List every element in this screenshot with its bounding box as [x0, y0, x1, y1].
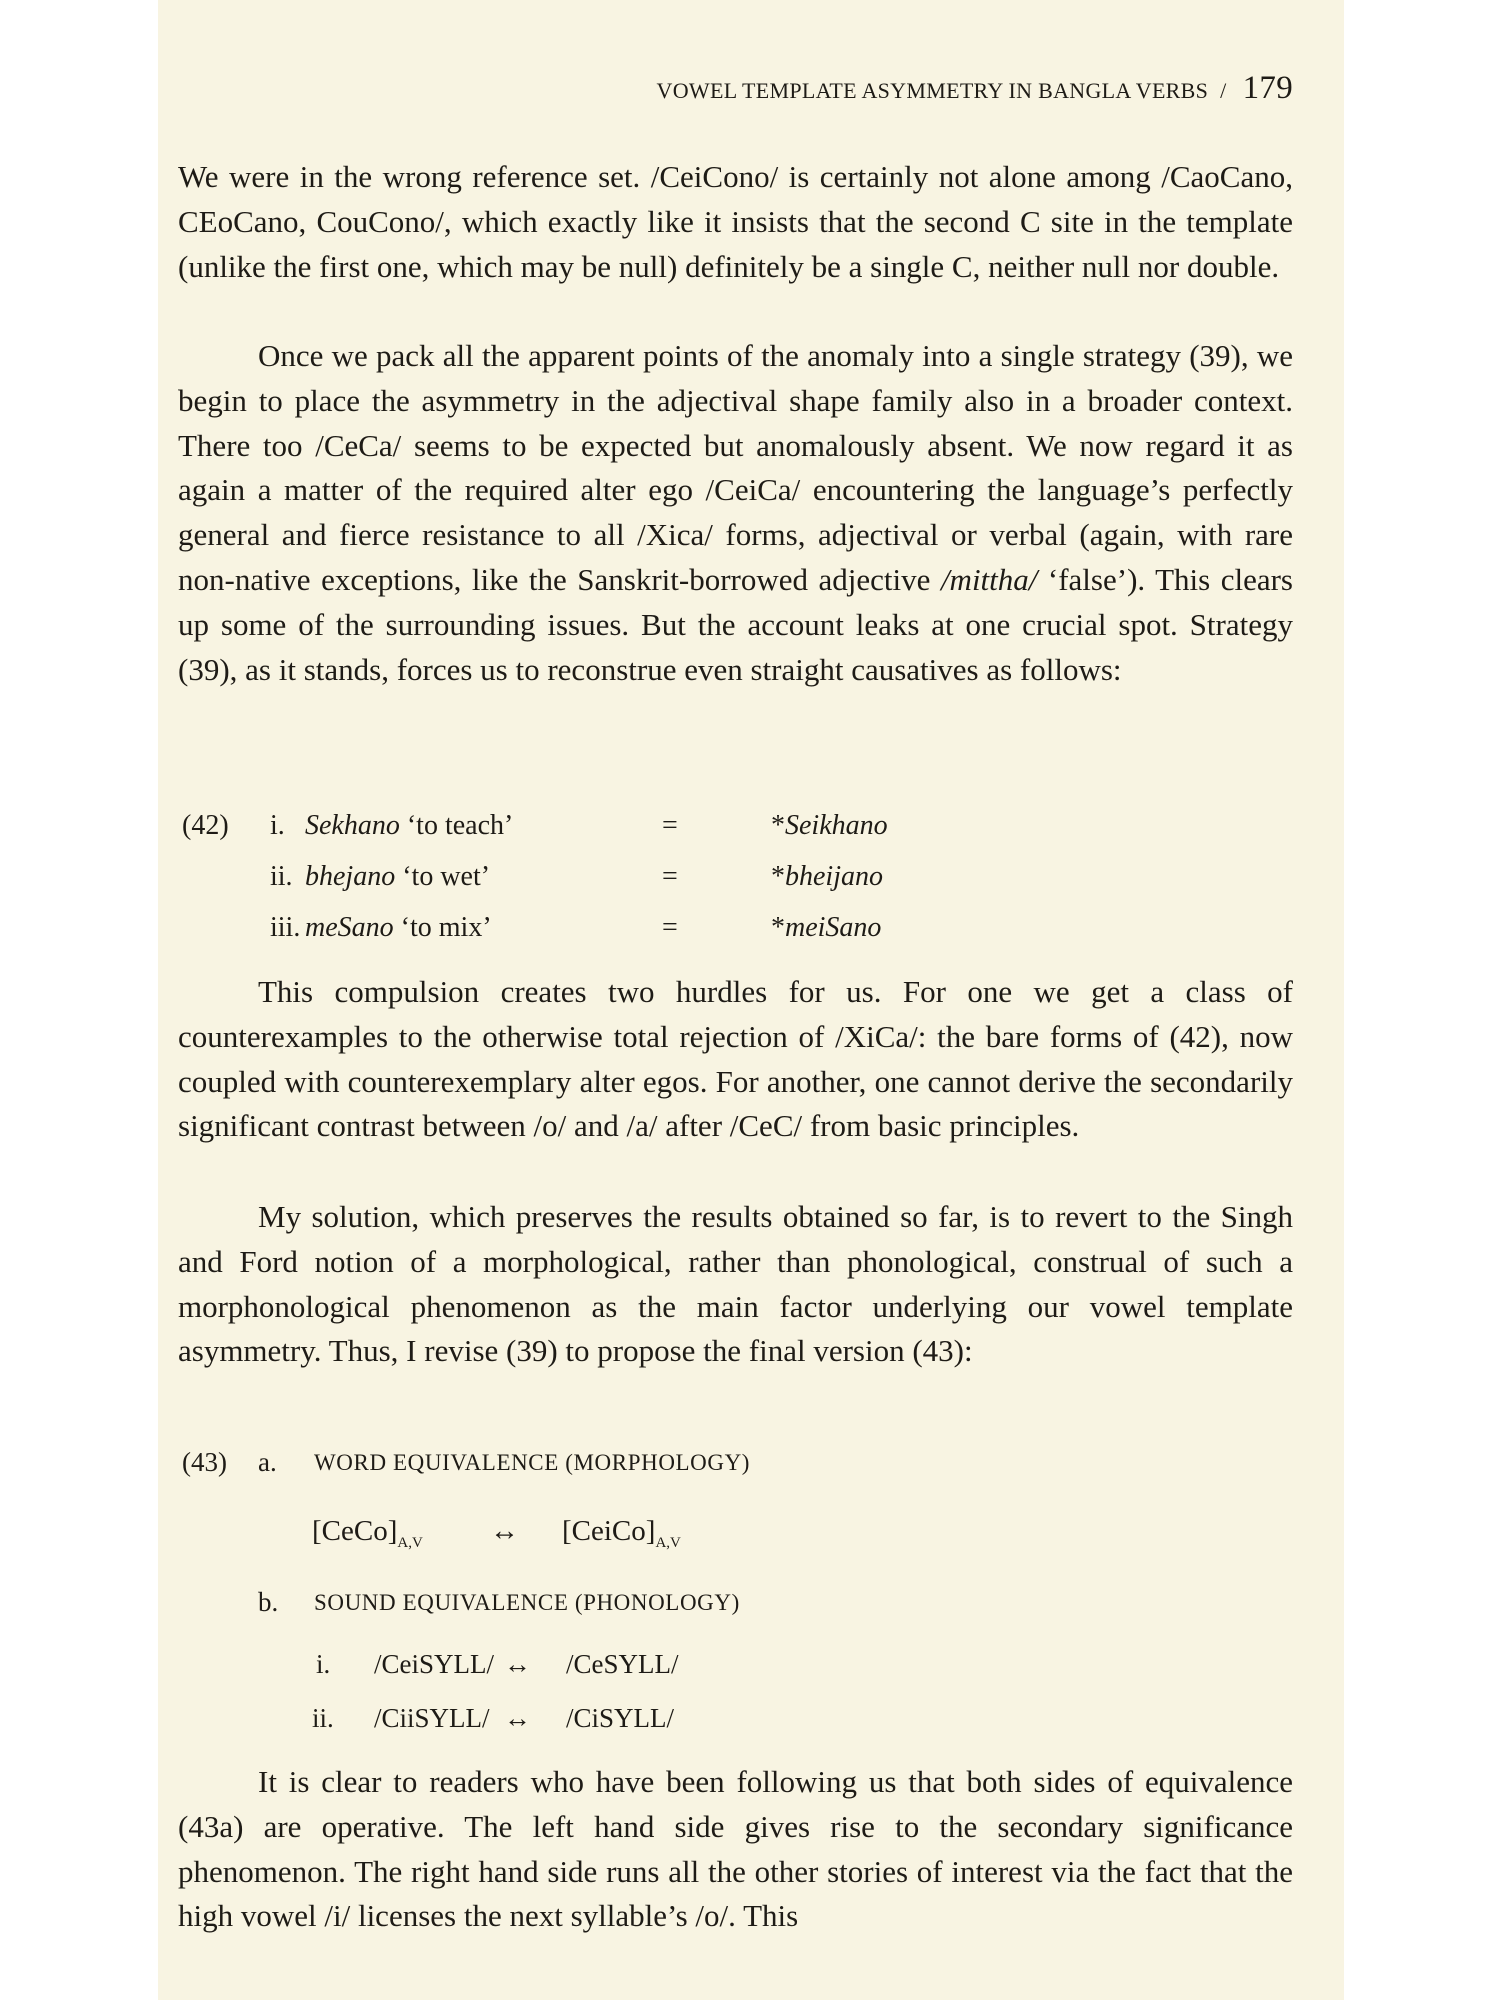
alter-ego-form: bheijano	[785, 861, 883, 892]
row-index: ii.	[270, 861, 293, 892]
paragraph-1: We were in the wrong reference set. /CeiCono/ is certainly not alone among /CaoCano, CEoCano, CouCono/, which exactly like it insists that the second C site in the template (unlike the first one, which may be null) definitely be a single C, neither null nor double.	[178, 159, 1293, 284]
example-row	[178, 800, 1293, 851]
template-right: [CeiCo]	[562, 1515, 656, 1547]
equivalence-arrow: ↔	[504, 1649, 531, 1679]
category-subscript: A,V	[397, 1535, 423, 1551]
example-43	[178, 1445, 1293, 1745]
example-row	[178, 851, 1293, 902]
category-subscript: A,V	[655, 1535, 681, 1551]
rule-left: /CiiSYLL/	[374, 1703, 490, 1733]
rule-right: /CeSYLL/	[566, 1649, 679, 1679]
example-row	[178, 902, 1293, 953]
equals-sign: =	[662, 861, 678, 892]
equivalence-arrow: ↔	[504, 1703, 531, 1733]
ungrammatical-star: *	[771, 912, 785, 943]
verb-form: Sekhano	[305, 810, 400, 841]
rule-index: ii.	[312, 1703, 334, 1733]
ungrammatical-star: *	[771, 810, 785, 841]
running-header	[178, 70, 1293, 107]
example-42	[178, 800, 1293, 953]
template-left: [CeCo]	[312, 1515, 398, 1547]
alter-ego-form: Seikhano	[785, 810, 888, 841]
subpart-label: b.	[258, 1587, 279, 1617]
paragraph-4: My solution, which preserves the results obtained so far, is to revert to the Singh and Ford notion of a morphological, rather than phonological, construal of such a morphonological phenomenon as the main factor underlying our vowel template asymmetry. Thus, I revise (39) to propose the final version (43):	[178, 1199, 1293, 1369]
subpart-label: a.	[258, 1447, 277, 1477]
paragraph-2	[178, 334, 1293, 692]
alter-ego-form: meiSano	[785, 912, 882, 943]
header-separator: /	[1220, 78, 1227, 103]
paragraph-2-text-b: ‘false’). This clears up some of the surrounding issues. But the account leaks at one crucial spot. Strategy (39), as it stands, forces us to reconstrue even straight causatives as follows:	[178, 561, 1293, 687]
rule-left: /CeiSYLL/	[374, 1649, 494, 1679]
equivalence-arrow: ↔	[490, 1515, 519, 1547]
verb-gloss: ‘to wet’	[402, 861, 491, 892]
paragraph-5: It is clear to readers who have been following us that both sides of equivalence (43a) are operative. The left hand side gives rise to the secondary significance phenomenon. The right hand side runs all the other stories of interest via the fact that the high vowel /i/ licenses the next syllable’s /o/. This	[178, 1764, 1293, 1934]
equals-sign: =	[662, 912, 678, 943]
rule-right: /CiSYLL/	[566, 1703, 675, 1733]
verb-gloss: ‘to teach’	[406, 810, 514, 841]
example-number: (42)	[182, 810, 229, 841]
verb-form: meSano	[305, 912, 394, 943]
ungrammatical-star: *	[771, 861, 785, 892]
rule-index: i.	[316, 1649, 331, 1679]
verb-form: bhejano	[305, 861, 396, 892]
example-number: (43)	[182, 1447, 227, 1477]
running-title: VOWEL TEMPLATE ASYMMETRY IN BANGLA VERBS	[656, 78, 1209, 103]
book-page	[158, 0, 1344, 2000]
row-index: i.	[270, 810, 285, 841]
row-index: iii.	[270, 912, 301, 943]
paragraph-3: This compulsion creates two hurdles for us. For one we get a class of counterexamples to the otherwise total rejection of /XiCa/: the bare forms of (42), now coupled with counterexemplary alter egos. For another, one cannot derive the secondarily significant contrast between /o/ and /a/ after /CeC/ from basic principles.	[178, 974, 1293, 1144]
sound-equivalence-heading: SOUND EQUIVALENCE (PHONOLOGY)	[314, 1590, 740, 1615]
word-equivalence-heading: WORD EQUIVALENCE (MORPHOLOGY)	[314, 1450, 751, 1475]
verb-gloss: ‘to mix’	[400, 912, 492, 943]
paragraph-2-text-a: Once we pack all the apparent points of the anomaly into a single strategy (39), we begin to place the asymmetry in the adjectival shape family also in a broader context. There too /CeCa/ seems to be expected but anomalously absent. We now regard it as again a matter of the required alter ego /CeiCa/ encountering the language’s perfectly general and fierce resistance to all /Xica/ forms, adjectival or verbal (again, with rare non-native exceptions, like the Sanskrit-borrowed adjective	[178, 338, 1293, 597]
equals-sign: =	[662, 810, 678, 841]
page-number: 179	[1242, 70, 1293, 106]
italic-term-mittha: /mittha/	[940, 561, 1038, 597]
